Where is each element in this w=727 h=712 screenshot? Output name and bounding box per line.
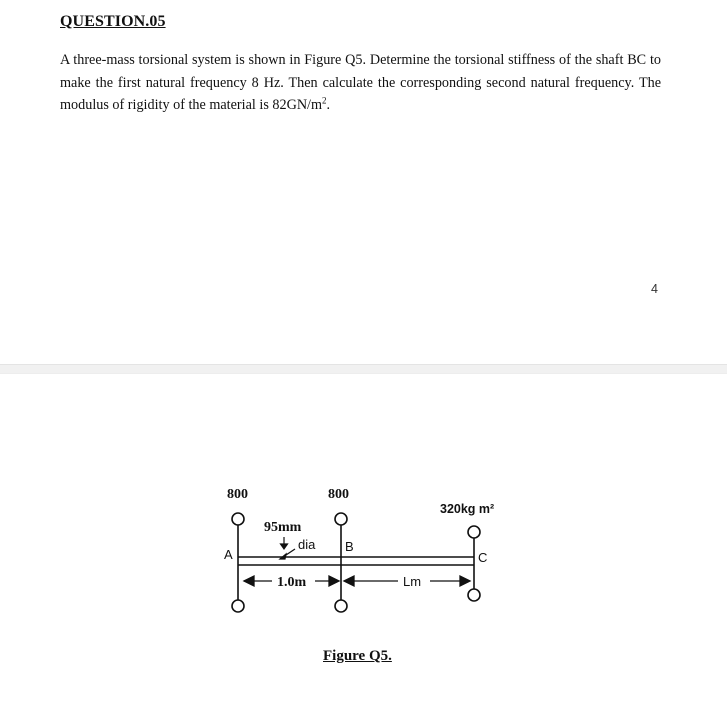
inertia-a-label: 800 <box>227 487 248 502</box>
disc-b <box>335 513 347 612</box>
question-body-text: A three-mass torsional system is shown in Figure Q5. Determine the torsional stiffness of the shaft BC to make the first natural frequency 8 Hz. Then calculate the corresponding second natural frequency. The modulus of rigidity of the material is 82GN/m <box>60 52 661 113</box>
figure-caption: Figure Q5. <box>323 648 392 664</box>
disc-a <box>232 513 244 612</box>
diameter-pointer <box>280 537 295 559</box>
page-break <box>0 364 727 374</box>
torsional-system-figure <box>200 475 520 635</box>
diameter-value: 95mm <box>264 520 302 535</box>
length-ab-label: 1.0m <box>277 575 307 590</box>
inertia-b-label: 800 <box>328 487 349 502</box>
node-a-label: A <box>224 547 233 562</box>
shaft <box>238 557 474 565</box>
question-body-end: . <box>326 97 331 113</box>
page-number: 4 <box>651 282 658 296</box>
diameter-label: dia <box>298 537 316 552</box>
units-superscript: 2 <box>322 95 327 106</box>
node-b-label: B <box>345 539 354 554</box>
length-bc-label: Lm <box>403 574 422 589</box>
node-c-label: C <box>478 550 488 565</box>
question-body <box>60 49 661 117</box>
question-heading: QUESTION.05 <box>60 13 166 30</box>
inertia-c-label: 320kg m² <box>440 502 495 516</box>
